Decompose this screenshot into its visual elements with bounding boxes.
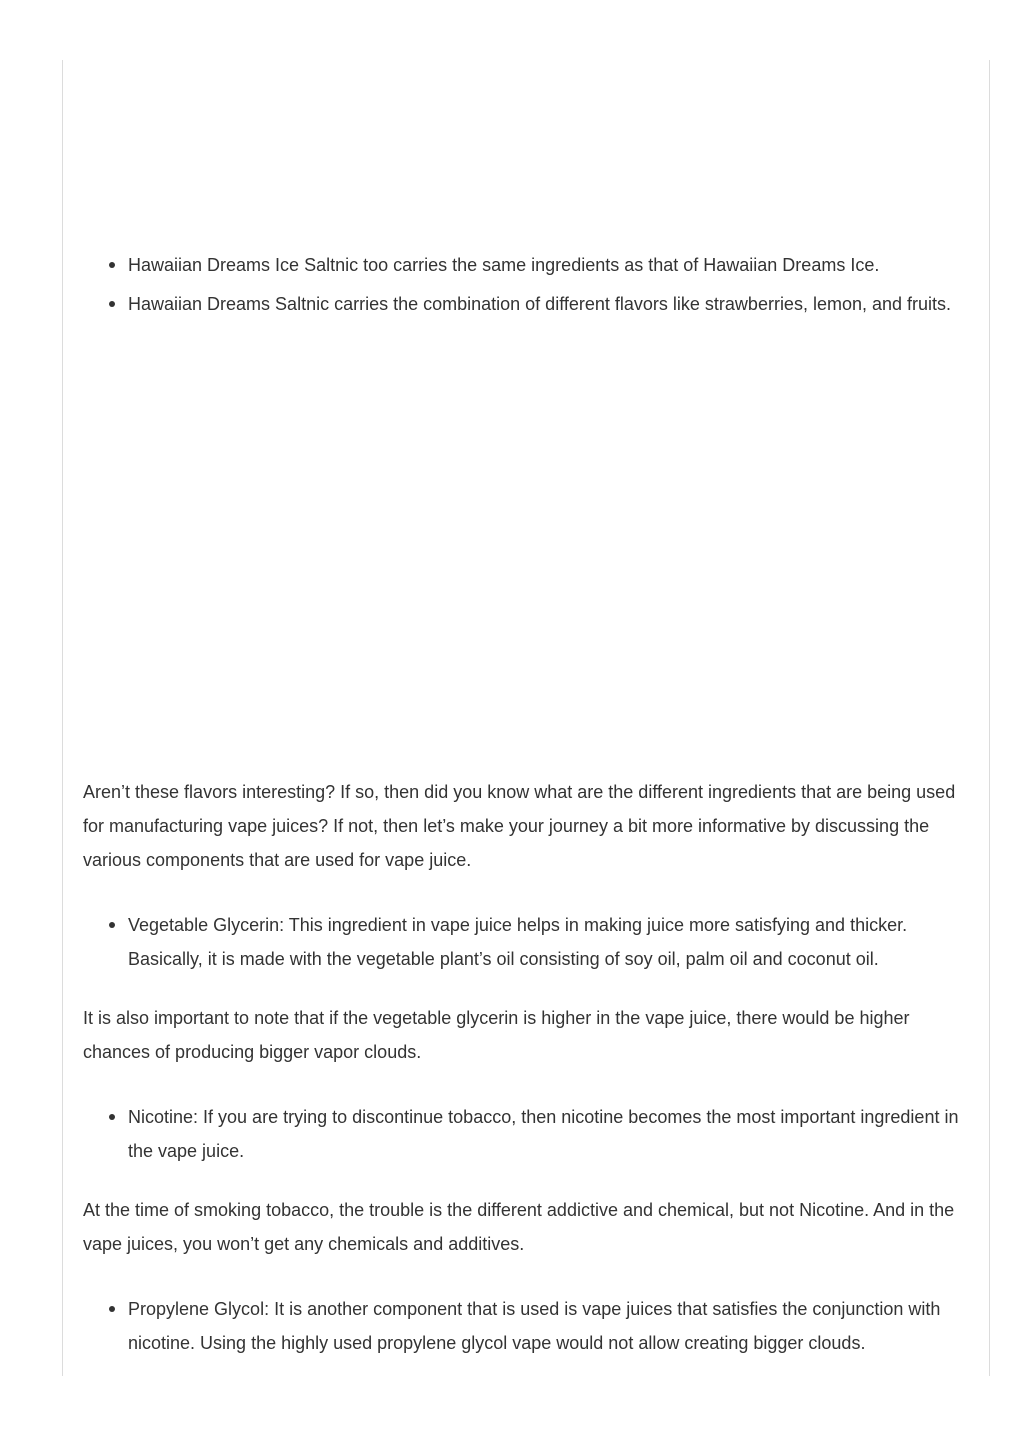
- list-item: Hawaiian Dreams Saltnic carries the combination of different flavors like strawberries, lemon, and fruits.: [83, 287, 969, 321]
- flavor-list: [83, 248, 969, 326]
- ingredient-list-glycerin: [83, 908, 969, 981]
- nicotine-paragraph: At the time of smoking tobacco, the trouble is the different addictive and chemical, but not Nicotine. And in the vape juices, you won’t get any chemicals and additives.: [83, 1200, 955, 1254]
- ingredient-list-nicotine: [83, 1100, 969, 1173]
- list-item: Vegetable Glycerin: This ingredient in vape juice helps in making juice more satisfying and thicker. Basically, it is made with the vegetable plant’s oil consisting of soy oil, palm oil and coconut oil.: [83, 908, 969, 976]
- ingredient-list-propylene: [83, 1292, 969, 1365]
- document-page: [62, 60, 990, 1376]
- intro-paragraph: Aren’t these flavors interesting? If so, then did you know what are the different ingredients that are being used for manufacturing vape juices? If not, then let’s make your journey a bit more informative by discussing the various components that are used for vape juice.: [83, 782, 956, 870]
- glycerin-paragraph: It is also important to note that if the vegetable glycerin is higher in the vape juice, there would be higher chances of producing bigger vapor clouds.: [83, 1008, 910, 1062]
- list-item: Nicotine: If you are trying to discontinue tobacco, then nicotine becomes the most important ingredient in the vape juice.: [83, 1100, 969, 1168]
- list-item: Hawaiian Dreams Ice Saltnic too carries the same ingredients as that of Hawaiian Dreams Ice.: [83, 248, 969, 282]
- list-item: Propylene Glycol: It is another component that is used is vape juices that satisfies the conjunction with nicotine. Using the highly used propylene glycol vape would not allow creating bigger clouds.: [83, 1292, 969, 1360]
